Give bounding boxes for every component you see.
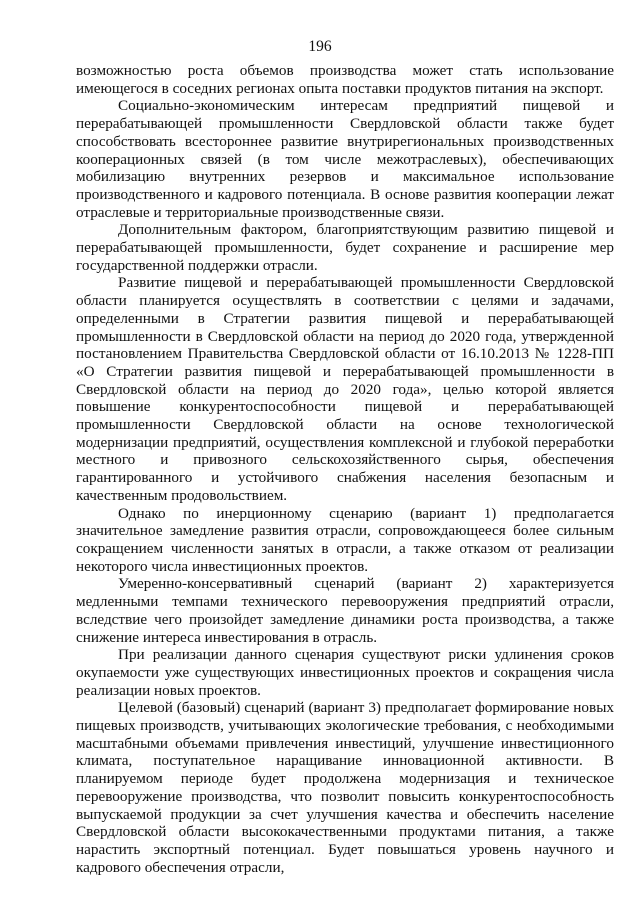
- paragraph-continuation: возможностью роста объемов производства может стать использование имеющегося в соседних регионах опыта поставки продуктов питания на экспорт.: [76, 62, 614, 97]
- document-body: [76, 62, 614, 876]
- page-number: 196: [308, 38, 332, 55]
- paragraph-scenario-1: Однако по инерционному сценарию (вариант 1) предполагается значительное замедление развития отрасли, сопровождающееся более сильным сокращением численности занятых в отрасли, а также отказом от реализации некоторого числа инвестиционных проектов.: [76, 504, 614, 575]
- paragraph-cooperation: Социально-экономическим интересам предприятий пищевой и перерабатывающей промышленности Свердловской области также будет способствовать всестороннее развитие внутрирегиональных производственных кооперационных связей (в том числе межотраслевых), обеспечивающих мобилизацию внутренних резервов и максимальное использование производственного и кадрового потенциала. В основе развития кооперации лежат отраслевые и территориальные производственные связи.: [76, 97, 614, 221]
- paragraph-scenario-2: Умеренно-консервативный сценарий (вариант 2) характеризуется медленными темпами технического перевооружения предприятий отрасли, вследствие чего произойдет замедление динамики роста производства, а также снижение интереса инвестирования в отрасль.: [76, 575, 614, 646]
- paragraph-scenario-2-risks: При реализации данного сценария существуют риски удлинения сроков окупаемости уже существующих инвестиционных проектов и сокращения числа реализации новых проектов.: [76, 646, 614, 699]
- paragraph-strategy: Развитие пищевой и перерабатывающей промышленности Свердловской области планируется осуществлять в соответствии с целями и задачами, определенными в Стратегии развития пищевой и перерабатывающей промышленности в Свердловской области на период до 2020 года, утвержденной постановлением Правительства Свердловской области от 16.10.2013 № 1228-ПП «О Стратегии развития пищевой и перерабатывающей промышленности в Свердловской области на период до 2020 года», целью которой является повышение конкурентоспособности пищевой и перерабатывающей промышленности Свердловской области на основе технологической модернизации предприятий, осуществления комплексной и глубокой переработки местного и привозного сельскохозяйственного сырья, обеспечения гарантированного и устойчивого снабжения населения безопасным и качественным продовольствием.: [76, 274, 614, 504]
- paragraph-scenario-3: Целевой (базовый) сценарий (вариант 3) предполагает формирование новых пищевых производств, учитывающих экологические требования, с необходимыми масштабными объемами привлечения инвестиций, улучшение инвестиционного климата, поступательное наращивание инновационной активности. В планируемом периоде будет продолжена модернизация и техническое перевооружение производства, что позволит повысить конкурентоспособность выпускаемой продукции за счет улучшения качества и обеспечить население Свердловской области высококачественными продуктами питания, а также нарастить экспортный потенциал. Будет повышаться уровень научного и кадрового обеспечения отрасли,: [76, 699, 614, 876]
- paragraph-state-support: Дополнительным фактором, благоприятствующим развитию пищевой и перерабатывающей промышленности, будет сохранение и расширение мер государственной поддержки отрасли.: [76, 221, 614, 274]
